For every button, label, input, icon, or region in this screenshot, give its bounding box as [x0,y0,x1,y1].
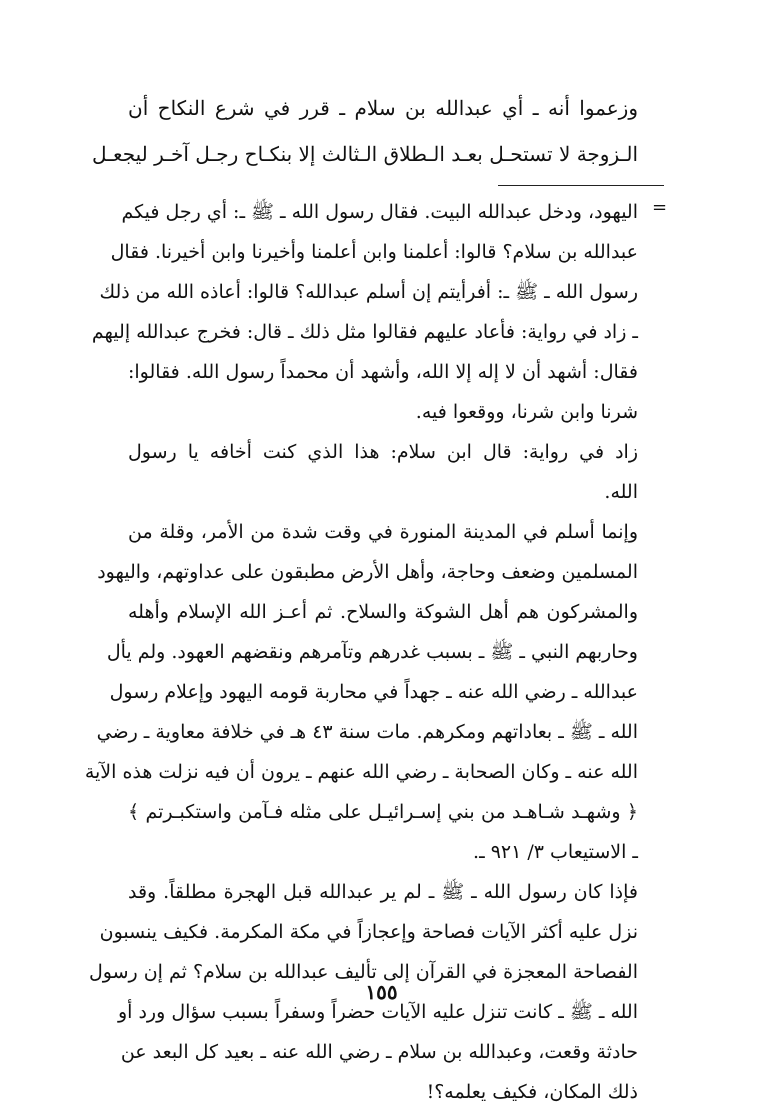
footnote-line: فإذا كان رسول الله ـ ﷺ ـ لم ير عبدالله قبل الهجرة مطلقاً. وقد [128,881,638,903]
footnote-line: والمشركون هم أهل الشوكة والسلاح. ثم أعـز الله الإسلام وأهله [128,601,638,623]
footnote-line: نزل عليه أكثر الآيات فصاحة وإعجازاً في مكة المكرمة. فكيف ينسبون [99,921,638,943]
footnote-line: شرنا وابن شرنا، ووقعوا فيه. [415,401,638,423]
footnote-line: الفصاحة المعجزة في القرآن إلى تأليف عبدالله بن سلام؟ ثم إن رسول [88,961,638,983]
footnote-line: وحاربهم النبي ـ ﷺ ـ بسبب غدرهم وتآمرهم ونقضهم العهود. ولم يأل [106,641,638,663]
footnote-line: اليهود، ودخل عبدالله البيت. فقال رسول الله ـ ﷺ ـ: أي رجل فيكم [121,201,638,223]
footnote-line: حادثة وقعت، وعبدالله بن سلام ـ رضي الله عنه ـ بعيد كل البعد عن [120,1041,638,1063]
footnote-line: الله. [604,481,638,503]
footnote-separator [498,185,664,186]
footnote-line: رسول الله ـ ﷺ ـ: أفرأيتم إن أسلم عبدالله؟ قالوا: أعاذه الله من ذلك [99,281,638,303]
footnote-line: زاد في رواية: قال ابن سلام: هذا الذي كنت أخافه يا رسول [128,441,638,463]
footnote-line: ذلك المكان، فكيف يعلمه؟! [426,1081,638,1103]
footnote-line: الله ـ ﷺ ـ بعاداتهم ومكرهم. مات سنة ٤٣ هـ في خلافة معاوية ـ رضي [96,721,638,743]
footnote-line: فقال: أشهد أن لا إله إلا الله، وأشهد أن محمداً رسول الله. فقالوا: [128,361,638,383]
footnote-continuation-marker: = [652,197,668,218]
footnote-line: ﴿ وشهـد شـاهـد من بني إسـرائيـل على مثله فـآمن واستكبـرتم ﴾ [128,801,638,823]
main-line: الـزوجة لا تستحـل بعـد الـطلاق الـثالث إلا بنكـاح رجـل آخـر ليجعـل [92,142,638,166]
footnote-line: الله عنه ـ وكان الصحابة ـ رضي الله عنهم ـ يرون أن فيه نزلت هذه الآية [84,761,638,783]
main-text [92,85,638,177]
footnote-line: وإنما أسلم في المدينة المنورة في وقت شدة من الأمر، وقلة من [128,521,638,543]
footnote-line: عبدالله بن سلام؟ قالوا: أعلمنا وابن أعلمنا وأخيرنا وابن أخيرنا. فقال [110,241,638,263]
page-number: ١٥٥ [365,980,398,1004]
footnote-line: ـ الاستيعاب ٣/ ٩٢١ ـ. [473,841,638,863]
footnote-line: ـ زاد في رواية: فأعاد عليهم فقالوا مثل ذلك ـ قال: فخرج عبدالله إليهم [91,321,638,343]
footnote-line: عبدالله ـ رضي الله عنه ـ جهداً في محاربة قومه اليهود وإعلام رسول [109,681,638,703]
footnote-text [84,192,638,1112]
main-line: وزعموا أنه ـ أي عبدالله بن سلام ـ قرر في شرع النكاح أن [128,96,638,120]
footnote-line: المسلمين وضعف وحاجة، وأهل الأرض مطبقون على عداوتهم، واليهود [97,561,638,583]
footnote-line: الله ـ ﷺ ـ كانت تنزل عليه الآيات حضراً وسفراً بسبب سؤال ورد أو [117,1001,638,1023]
